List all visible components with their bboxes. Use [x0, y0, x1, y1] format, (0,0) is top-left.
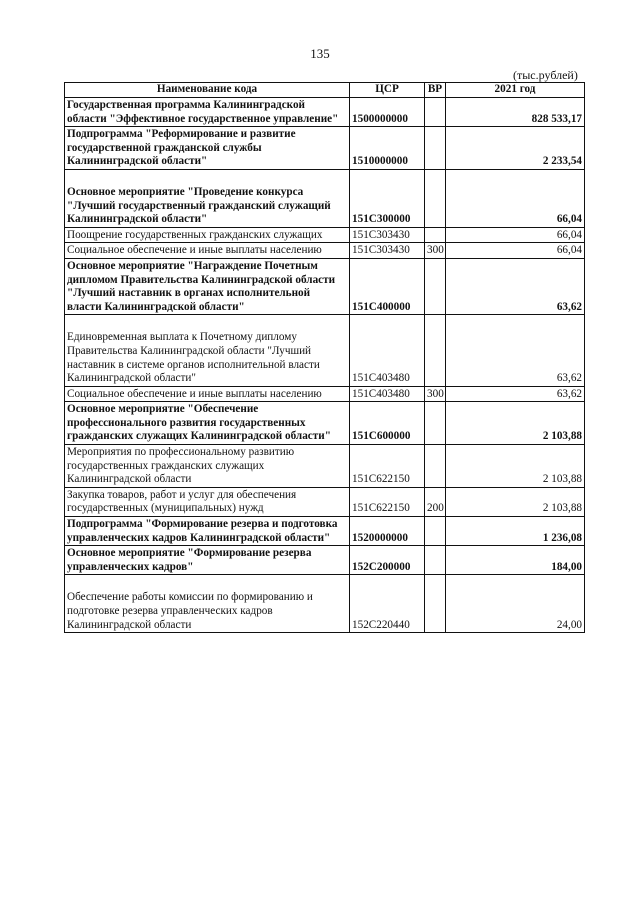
row-vr — [425, 546, 446, 575]
table-row — [65, 243, 585, 259]
row-name: Основное мероприятие "Проведение конкурса "Лучший государственный гражданский служащий Калининградской области" — [65, 169, 350, 227]
row-name: Подпрограмма "Формирование резерва и подготовка управленческих кадров Калининградской области" — [65, 517, 350, 546]
row-sum: 63,62 — [446, 386, 585, 402]
row-sum: 2 103,88 — [446, 445, 585, 488]
row-vr — [425, 258, 446, 314]
row-name: Подпрограмма "Реформирование и развитие государственной гражданской службы Калининградской области" — [65, 127, 350, 170]
row-vr — [425, 227, 446, 243]
row-sum: 63,62 — [446, 258, 585, 314]
units-note: (тыс.рублей) — [513, 68, 578, 82]
row-vr — [425, 127, 446, 170]
budget-table — [64, 82, 585, 633]
table-row — [65, 258, 585, 314]
row-csr: 152C200000 — [350, 546, 425, 575]
row-sum: 2 233,54 — [446, 127, 585, 170]
row-vr: 300 — [425, 243, 446, 259]
table-row — [65, 445, 585, 488]
row-sum: 66,04 — [446, 169, 585, 227]
row-csr: 151C622150 — [350, 445, 425, 488]
row-csr: 1520000000 — [350, 517, 425, 546]
row-vr — [425, 402, 446, 445]
row-name: Единовременная выплата к Почетному диплому Правительства Калининградской области "Лучший наставник в системе органов исполнительной власти Калининградской области" — [65, 315, 350, 386]
table-row — [65, 169, 585, 227]
row-csr: 151C400000 — [350, 258, 425, 314]
row-vr — [425, 98, 446, 127]
row-name: Поощрение государственных гражданских служащих — [65, 227, 350, 243]
row-vr — [425, 315, 446, 386]
row-vr — [425, 445, 446, 488]
row-csr: 151C600000 — [350, 402, 425, 445]
row-name: Основное мероприятие "Формирование резерва управленческих кадров" — [65, 546, 350, 575]
row-csr: 1500000000 — [350, 98, 425, 127]
row-csr: 151C403480 — [350, 386, 425, 402]
header-csr: ЦСР — [350, 83, 425, 98]
row-vr: 300 — [425, 386, 446, 402]
row-csr: 151C303430 — [350, 227, 425, 243]
row-csr: 151C622150 — [350, 487, 425, 516]
row-csr: 1510000000 — [350, 127, 425, 170]
table-header-row — [65, 83, 585, 98]
row-csr: 152C220440 — [350, 575, 425, 633]
table-row — [65, 98, 585, 127]
row-csr: 151C303430 — [350, 243, 425, 259]
row-sum: 184,00 — [446, 546, 585, 575]
row-sum: 2 103,88 — [446, 487, 585, 516]
header-vr: ВР — [425, 83, 446, 98]
row-sum: 2 103,88 — [446, 402, 585, 445]
table-row — [65, 127, 585, 170]
row-sum: 828 533,17 — [446, 98, 585, 127]
row-name: Социальное обеспечение и иные выплаты населению — [65, 243, 350, 259]
header-name: Наименование кода — [65, 83, 350, 98]
row-csr: 151C300000 — [350, 169, 425, 227]
table-row — [65, 517, 585, 546]
row-name: Мероприятия по профессиональному развитию государственных гражданских служащих Калининградской области — [65, 445, 350, 488]
row-name: Государственная программа Калининградской области "Эффективное государственное управление" — [65, 98, 350, 127]
table-row — [65, 546, 585, 575]
row-csr: 151C403480 — [350, 315, 425, 386]
row-name: Социальное обеспечение и иные выплаты населению — [65, 386, 350, 402]
table-row — [65, 386, 585, 402]
row-name: Обеспечение работы комиссии по формированию и подготовке резерва управленческих кадров Калининградской области — [65, 575, 350, 633]
row-name: Основное мероприятие "Обеспечение профессионального развития государственных гражданских служащих Калининградской области" — [65, 402, 350, 445]
row-vr — [425, 517, 446, 546]
row-vr — [425, 575, 446, 633]
row-sum: 63,62 — [446, 315, 585, 386]
table-row — [65, 227, 585, 243]
row-sum: 66,04 — [446, 243, 585, 259]
row-sum: 1 236,08 — [446, 517, 585, 546]
row-name: Основное мероприятие "Награждение Почетным дипломом Правительства Калининградской области "Лучший наставник в органах исполнительной власти Калининградской области" — [65, 258, 350, 314]
page-number: 135 — [310, 46, 330, 61]
row-sum: 24,00 — [446, 575, 585, 633]
table-row — [65, 402, 585, 445]
table-row — [65, 315, 585, 386]
row-name: Закупка товаров, работ и услуг для обеспечения государственных (муниципальных) нужд — [65, 487, 350, 516]
header-year: 2021 год — [446, 83, 585, 98]
table-row — [65, 575, 585, 633]
table-row — [65, 487, 585, 516]
row-vr: 200 — [425, 487, 446, 516]
row-sum: 66,04 — [446, 227, 585, 243]
row-vr — [425, 169, 446, 227]
